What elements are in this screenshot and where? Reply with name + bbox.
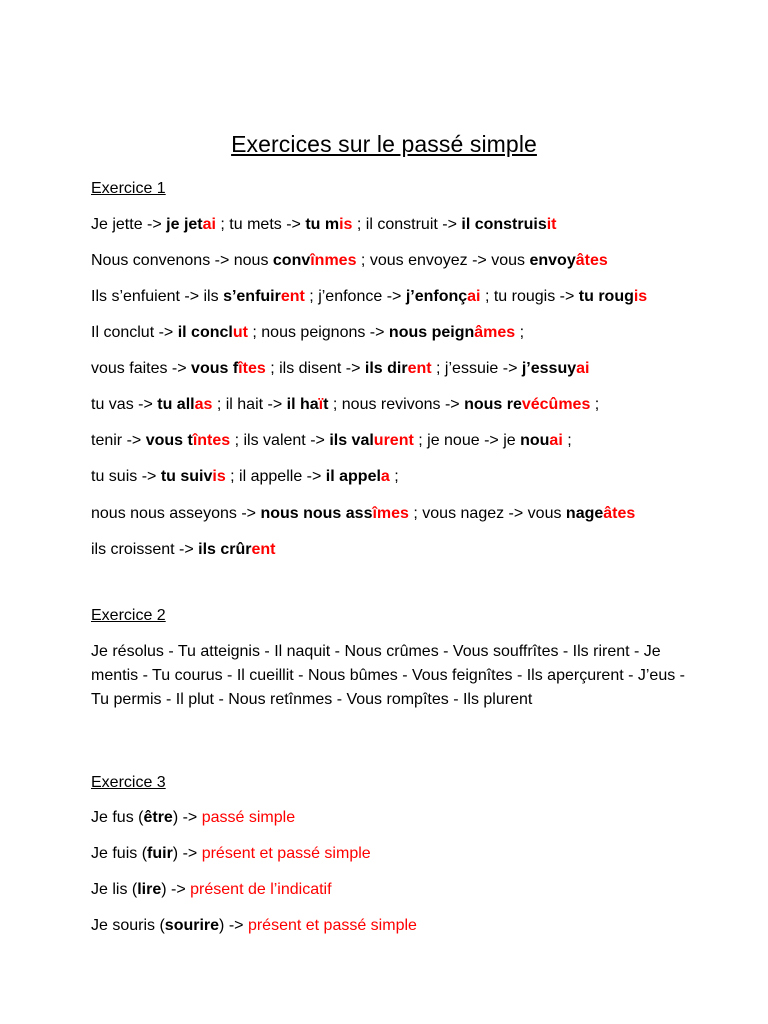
text-segment: ; [389, 468, 399, 485]
ex3-line [91, 916, 417, 936]
conjugated-form: il appel [325, 468, 381, 485]
text-segment: tenir -> [91, 432, 146, 449]
conjugated-form: t [323, 396, 329, 413]
verb-ending: is [339, 216, 353, 233]
verb-ending: înmes [310, 252, 357, 269]
verb-ending: ai [576, 360, 590, 377]
text-segment: Je lis ( [91, 881, 138, 898]
text-segment: ; je noue -> je [413, 432, 521, 449]
ex1-line [91, 540, 276, 560]
text-segment: ) -> [161, 881, 191, 898]
conjugated-form: il construis [461, 216, 547, 233]
text-segment: Nous convenons -> nous [91, 252, 273, 269]
text-segment: ; il construit -> [352, 216, 462, 233]
conjugated-form: sourire [164, 917, 220, 934]
ex1-line [91, 215, 557, 235]
text-segment: ; tu mets -> [215, 216, 306, 233]
conjugated-form: nous peign [388, 324, 475, 341]
ex1-line [91, 431, 572, 451]
conjugated-form: vous f [191, 360, 239, 377]
conjugated-form: tu roug [578, 288, 634, 305]
ex3-line [91, 808, 295, 828]
conjugated-form: s’enfuir [223, 288, 281, 305]
verb-ending: ent [407, 360, 432, 377]
verb-ending: as [194, 396, 213, 413]
verb-ending: vécûmes [521, 396, 591, 413]
verb-ending: is [212, 468, 226, 485]
conjugated-form: tu all [157, 396, 195, 413]
text-segment: ; il hait -> [212, 396, 287, 413]
text-segment: Ils s’enfuient -> ils [91, 288, 224, 305]
verb-ending: âtes [575, 252, 608, 269]
conjugated-form: ils val [329, 432, 374, 449]
ex1-line [91, 287, 647, 307]
conjugated-form: envoy [529, 252, 576, 269]
conjugated-form: lire [137, 881, 162, 898]
conjugated-form: nou [520, 432, 550, 449]
text-segment: Je souris ( [91, 917, 165, 934]
verb-ending: îtes [238, 360, 266, 377]
exercice3-heading: Exercice 3 [91, 774, 166, 791]
verb-ending: ai [549, 432, 563, 449]
conjugated-form: être [143, 809, 173, 826]
text-segment: ; j’enfonce -> [304, 288, 406, 305]
text-segment: ; ils disent -> [265, 360, 365, 377]
text-segment: ils croissent -> [91, 541, 199, 558]
text-segment: tu vas -> [91, 396, 158, 413]
ex3-line [91, 844, 371, 864]
text-segment: vous faites -> [91, 360, 192, 377]
verb-ending: is [633, 288, 648, 305]
conjugated-form: il ha [286, 396, 319, 413]
page-title: Exercices sur le passé simple [231, 131, 537, 157]
conjugated-form: tu suiv [160, 468, 213, 485]
text-segment: ) -> [172, 809, 202, 826]
ex1-line [91, 323, 524, 343]
exercice2-text: Je résolus - Tu atteignis - Il naquit - Nous crûmes - Vous souffrîtes - Ils rirent - Je mentis - Tu courus - Il cueillit - Nous bûmes - Vous feignîtes - Ils aperçurent - J’eus - Tu permis - Il plut - Nous retînmes - Vous rompîtes - Ils plurent [91, 643, 685, 708]
text-segment: nous nous asseyons -> [91, 505, 261, 522]
text-segment: Je jette -> [91, 216, 167, 233]
text-segment: ; [590, 396, 600, 413]
exercice1-heading: Exercice 1 [91, 180, 166, 197]
text-segment: Je fus ( [91, 809, 144, 826]
conjugated-form: tu m [305, 216, 340, 233]
verb-ending: it [546, 216, 557, 233]
text-segment: Il conclut -> [91, 324, 178, 341]
conjugated-form: j’essuy [521, 360, 577, 377]
ex1-line [91, 251, 608, 271]
conjugated-form: nous nous ass [260, 505, 373, 522]
verb-ending: ai [467, 288, 481, 305]
text-segment: ) -> [219, 917, 248, 934]
verb-ending: présent et passé simple [201, 845, 371, 862]
verb-ending: urent [373, 432, 414, 449]
ex1-line [91, 467, 399, 487]
verb-ending: âtes [603, 505, 636, 522]
verb-ending: ent [280, 288, 305, 305]
ex1-line [91, 395, 599, 415]
text-segment: tu suis -> [91, 468, 161, 485]
verb-ending: îmes [372, 505, 409, 522]
text-segment: ; nous revivons -> [328, 396, 465, 413]
ex3-line [91, 880, 332, 900]
conjugated-form: il concl [177, 324, 233, 341]
verb-ending: ent [251, 541, 276, 558]
verb-ending: ut [232, 324, 248, 341]
ex1-line [91, 504, 635, 524]
text-segment: ; tu rougis -> [480, 288, 579, 305]
conjugated-form: ils dir [364, 360, 408, 377]
text-segment: ; nous peignons -> [247, 324, 389, 341]
text-segment: ; [515, 324, 525, 341]
conjugated-form: conv [272, 252, 311, 269]
verb-ending: présent de l’indicatif [190, 881, 332, 898]
verb-ending: passé simple [201, 809, 296, 826]
text-segment: ; il appelle -> [225, 468, 326, 485]
conjugated-form: ils crûr [198, 541, 252, 558]
verb-ending: întes [192, 432, 231, 449]
conjugated-form: vous t [145, 432, 193, 449]
exercice2-heading: Exercice 2 [91, 607, 166, 624]
conjugated-form: je jet [166, 216, 203, 233]
ex1-line [91, 359, 589, 379]
conjugated-form: fuir [147, 845, 173, 862]
conjugated-form: j’enfonç [405, 288, 468, 305]
conjugated-form: nous re [464, 396, 522, 413]
verb-ending: a [380, 468, 390, 485]
text-segment: ) -> [172, 845, 202, 862]
verb-ending: ai [202, 216, 216, 233]
conjugated-form: nage [565, 505, 604, 522]
verb-ending: ï [318, 396, 324, 413]
text-segment: ; vous nagez -> vous [408, 505, 566, 522]
verb-ending: présent et passé simple [247, 917, 417, 934]
text-segment: ; vous envoyez -> vous [356, 252, 530, 269]
text-segment: Je fuis ( [91, 845, 148, 862]
verb-ending: âmes [474, 324, 516, 341]
text-segment: ; ils valent -> [230, 432, 330, 449]
text-segment: ; [562, 432, 572, 449]
text-segment: ; j’essuie -> [431, 360, 522, 377]
